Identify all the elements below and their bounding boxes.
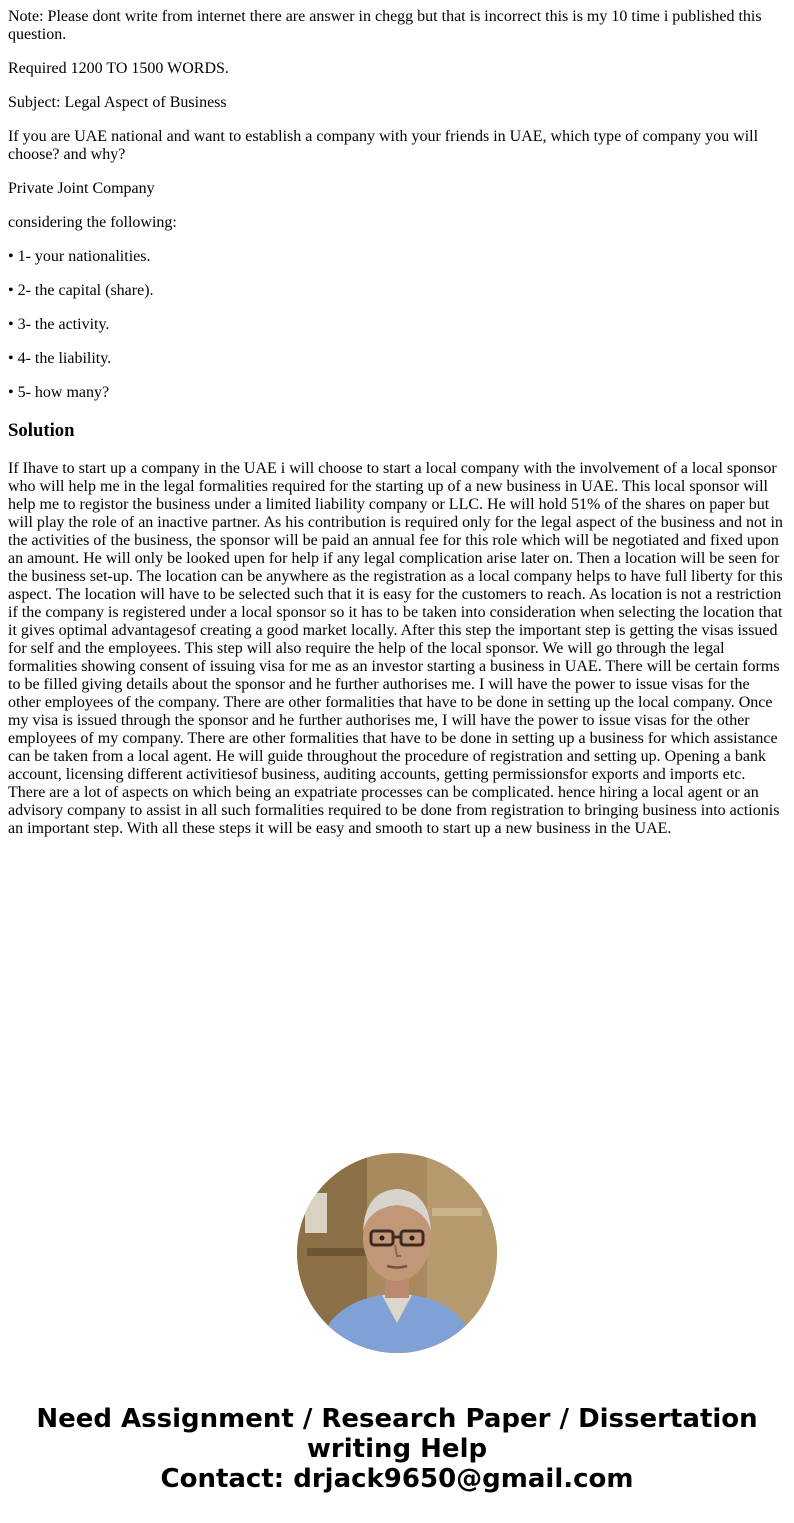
subject-text: Subject: Legal Aspect of Business xyxy=(8,94,227,111)
contact-email: Contact: drjack9650@gmail.com xyxy=(160,1464,634,1494)
help-line: Need Assignment / Research Paper / Dissertation writing Help xyxy=(36,1404,758,1464)
solution-body: If Ihave to start up a company in the UAE i will choose to start a local company with the involvement of a local sponsor who will help me in the legal formalities required for the starting up of a new business in UAE. This local sponsor will help me to registor the business under a limited liability company or LLC. He will hold 51% of the shares on paper but will play the role of an inactive partner. As his contribution is required only for the legal aspect of the business and not in the activities of the business, the sponsor will be paid an annual fee for this role which will be negotiated and fixed upon an amount. He will only be looked upen for help if any legal complication arise later on. Then a location will be seen for the business set-up. The location can be anywhere as the registration as a local company helps to have full liberty for this aspect. The location will have to be selected such that it is easy for the customers to reach. As location is not a restriction if the company is registered under a local sponsor so it has to be taken into consideration when selecting the location that it gives optimal advantagesof creating a good market locally. After this step the important step is getting the visas issued for self and the employees. This step will also require the help of the local sponsor. We will go through the legal formalities showing consent of issuing visa for me as an investor starting a business in UAE. There will be certain forms to be filled giving details about the sponsor and he further authorises me. I will have the power to issue visas for the other employees of the company. There are other formalities that have to be done in setting up the local company. Once my visa is issued through the sponsor and he further authorises me, I will have the power to issue visas for the other employees of my company. There are other formalities that have to be done in setting up a business for which assistance can be taken from a local agent. He will guide throughout the procedure of registration and setting up. Opening a bank account, licensing different activitiesof business, auditing accounts, getting permissionsfor exports and imports etc. There are a lot of aspects on which being an expatriate processes can be complicated. hence hiring a local agent or an advisory company to assist in all such formalities required to be done from registration to bringing business into actionis an important step. With all these steps it will be easy and smooth to start up a new business in the UAE. xyxy=(8,460,783,837)
contact-banner xyxy=(0,1404,794,1494)
company-type: Private Joint Company xyxy=(8,180,155,197)
word-requirement: Required 1200 TO 1500 WORDS. xyxy=(8,60,229,77)
list-item: • 1- your nationalities. xyxy=(8,248,151,265)
person-photo-icon xyxy=(297,1153,497,1353)
considering-text: considering the following: xyxy=(8,214,177,231)
solution-heading: Solution xyxy=(8,420,75,441)
question-prompt: If you are UAE national and want to establish a company with your friends in UAE, which type of company you will choose? and why? xyxy=(8,128,759,163)
list-item: • 2- the capital (share). xyxy=(8,282,154,299)
list-item: • 5- how many? xyxy=(8,384,110,401)
avatar xyxy=(297,1153,497,1353)
note-text: Note: Please dont write from internet there are answer in chegg but that is incorrect this is my 10 time i published this question. xyxy=(8,8,762,43)
list-item: • 3- the activity. xyxy=(8,316,110,333)
list-item: • 4- the liability. xyxy=(8,350,112,367)
